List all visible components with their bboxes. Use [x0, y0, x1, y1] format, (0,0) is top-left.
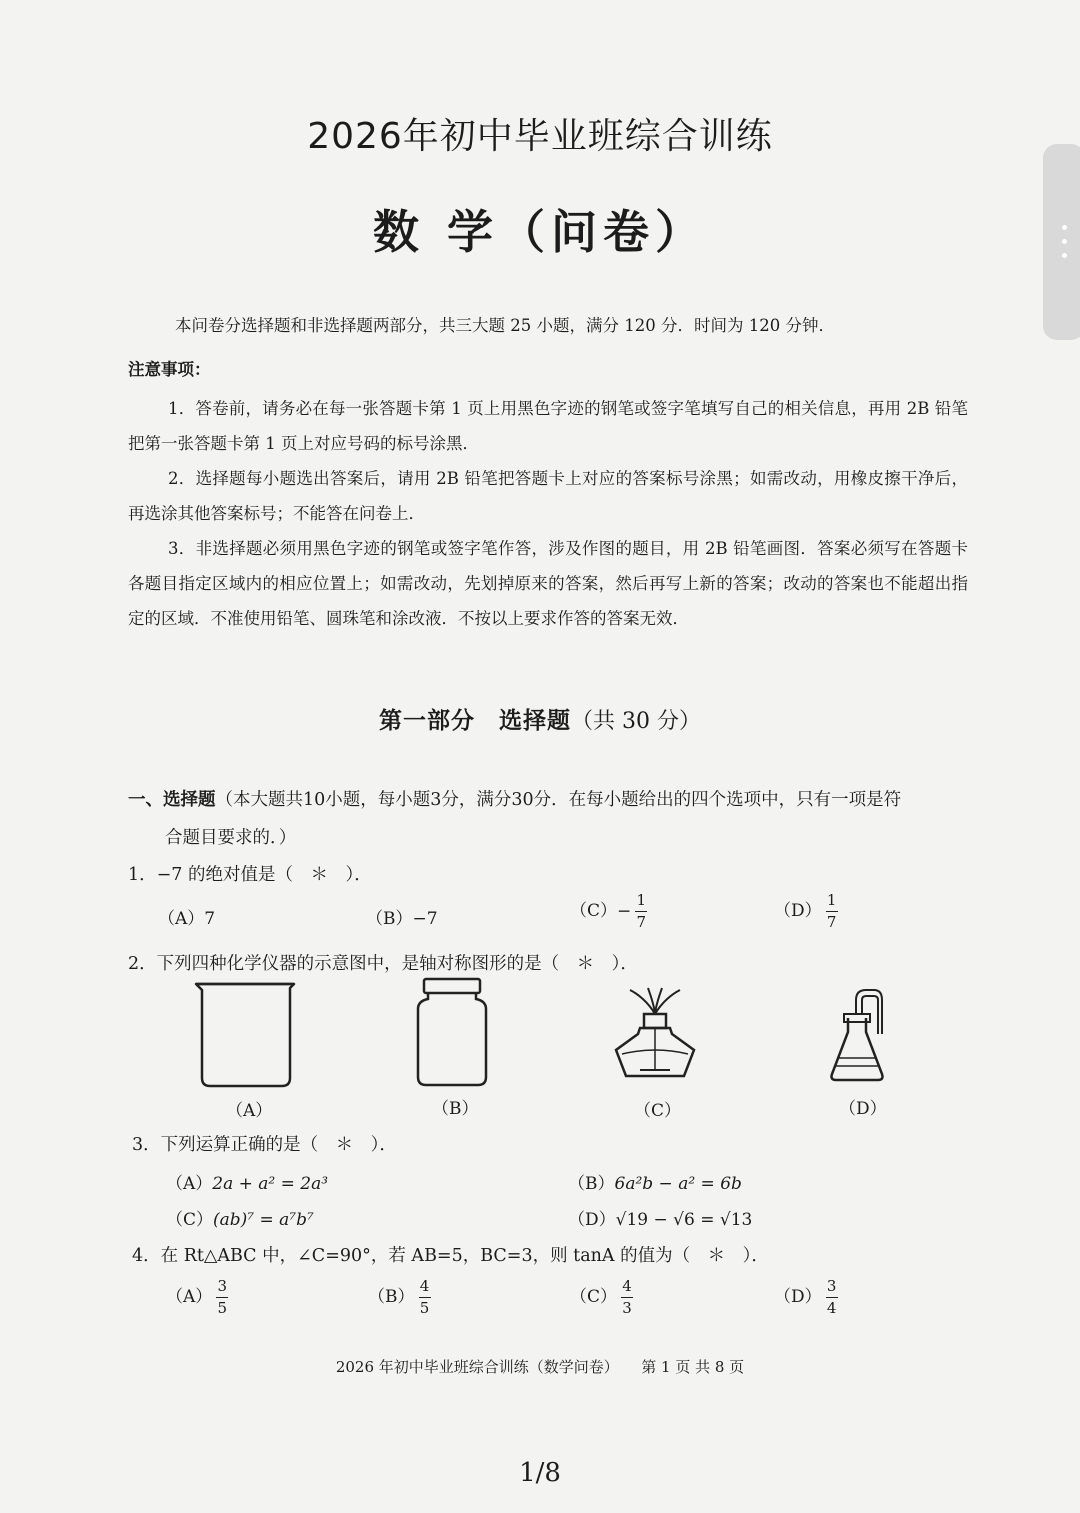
numerator: 1 [826, 891, 837, 909]
denominator: 7 [826, 913, 837, 931]
more-options-handle[interactable] [1043, 144, 1080, 340]
q3-option-a [166, 1169, 328, 1194]
denominator: 4 [826, 1299, 837, 1317]
notice-heading: 注意事项： [128, 360, 211, 379]
question-1-stem: 1．−7 的绝对值是（ ＊ ）． [128, 865, 372, 885]
q3-option-c-expr: (ab)⁷ = a⁷b⁷ [213, 1210, 314, 1230]
numerator: 4 [622, 1277, 632, 1295]
part-score: （共 30 分） [571, 709, 701, 734]
more-vertical-icon [1062, 253, 1067, 258]
q2-label-b: （B） [432, 1099, 479, 1119]
section-desc-1: （本大题共10小题，每小题3分，满分30分．在每小题给出的四个选项中，只有一项是符 [215, 790, 902, 810]
q4-option-c-label: （C） [570, 1287, 618, 1307]
question-2-stem: 2．下列四种化学仪器的示意图中，是轴对称图形的是（ ＊ ）． [128, 954, 638, 974]
numerator: 3 [217, 1277, 228, 1295]
q3-option-d-label: （D） [568, 1210, 616, 1230]
conical-flask-figure [826, 982, 892, 1084]
q3-option-c-label: （C） [166, 1210, 214, 1230]
q1-option-d-fraction [826, 892, 838, 931]
q1-option-c-label: （C） [570, 901, 618, 921]
q4-option-d-label: （D） [774, 1287, 822, 1307]
numerator: 1 [636, 891, 647, 909]
q1-option-c [570, 892, 647, 931]
q3-option-d-expr: √19 − √6 = √13 [615, 1210, 753, 1230]
section-desc-2: 合题目要求的．） [165, 828, 297, 848]
beaker-figure [190, 978, 300, 1093]
section-heading [128, 786, 901, 811]
fraction-bar [419, 1297, 431, 1298]
fraction-bar [635, 911, 647, 912]
q1-option-c-sign: − [617, 901, 632, 922]
q3-option-b-label: （B） [568, 1174, 615, 1194]
intro-text: 本问卷分选择题和非选择题两部分，共三大题 25 小题，满分 120 分．时间为 120 分钟． [175, 316, 835, 335]
q1-option-a: （A）7 [158, 909, 216, 929]
notice-item-2: 2．选择题每小题选出答案后，请用 2B 铅笔把答题卡上对应的答案标号涂黑；如需改动，用橡皮擦干净后，再选涂其他答案标号；不能答在问卷上． [128, 469, 968, 523]
denominator: 7 [636, 913, 647, 931]
q3-option-c [166, 1205, 314, 1230]
q4-option-a-label: （A） [166, 1287, 213, 1307]
q2-label-c: （C） [634, 1101, 682, 1121]
q4-option-c-fraction [621, 1278, 633, 1317]
q4-option-b-fraction [419, 1278, 431, 1317]
exam-title: 2026年初中毕业班综合训练 [307, 116, 773, 157]
q4-option-a-fraction [216, 1278, 228, 1317]
denominator: 5 [419, 1299, 430, 1317]
fraction-bar [826, 911, 838, 912]
q3-option-d [568, 1205, 752, 1230]
q4-option-d [774, 1278, 838, 1317]
fraction-bar [826, 1297, 838, 1298]
part-title [0, 702, 1080, 735]
q4-option-d-fraction [826, 1278, 838, 1317]
numerator: 3 [826, 1277, 837, 1295]
question-3-stem: 3．下列运算正确的是（ ＊ ）． [132, 1135, 397, 1155]
fraction-bar [216, 1297, 228, 1298]
more-vertical-icon [1062, 225, 1067, 230]
question-4-stem: 4．在 Rt△ABC 中，∠C=90°，若 AB=5，BC=3，则 tanA 的值为（ ＊ ）． [132, 1246, 769, 1266]
q3-option-b [568, 1169, 742, 1194]
q3-option-a-expr: 2a + a² = 2a³ [212, 1174, 329, 1194]
q1-option-c-fraction [635, 892, 647, 931]
q1-option-b: （B）−7 [366, 909, 438, 929]
q3-option-a-label: （A） [166, 1174, 213, 1194]
notice-item-1: 1．答卷前，请务必在每一张答题卡第 1 页上用黑色字迹的钢笔或签字笔填写自己的相关信息，再用 2B 铅笔把第一张答题卡第 1 页上对应号码的标号涂黑． [128, 399, 968, 453]
numerator: 4 [419, 1277, 430, 1295]
q3-option-b-expr: 6a²b − a² = 6b [614, 1174, 742, 1194]
page-indicator: 1/8 [519, 1458, 561, 1488]
q2-label-d: （D） [839, 1099, 887, 1119]
q4-option-b [368, 1278, 431, 1317]
q1-option-d-label: （D） [774, 901, 822, 921]
q4-option-a [166, 1278, 228, 1317]
fraction-bar [621, 1297, 633, 1298]
denominator: 5 [217, 1299, 228, 1317]
page-footer: 2026 年初中毕业班综合训练（数学问卷） 第 1 页 共 8 页 [335, 1358, 745, 1376]
reagent-bottle-figure [410, 975, 494, 1090]
alcohol-lamp-figure [610, 984, 700, 1084]
section-label: 一、选择题 [128, 790, 216, 810]
q4-option-c [570, 1278, 633, 1317]
subject-title: 数 学（问卷） [372, 205, 707, 259]
q1-option-d [774, 892, 838, 931]
q2-label-a: （A） [226, 1101, 273, 1121]
part-name: 第一部分 选择题 [379, 707, 571, 734]
notice-item-3: 3．非选择题必须用黑色字迹的钢笔或签字笔作答，涉及作图的题目，用 2B 铅笔画图．答案必须写在答题卡各题目指定区域内的相应位置上；如需改动，先划掉原来的答案，然后再写上新的答案；改动的答案也不能超出指定的区域．不准使用铅笔、圆珠笔和涂改液．不按以上要求作答的答案无效． [128, 539, 968, 628]
more-vertical-icon [1062, 239, 1067, 244]
denominator: 3 [622, 1299, 632, 1317]
q4-option-b-label: （B） [368, 1287, 415, 1307]
